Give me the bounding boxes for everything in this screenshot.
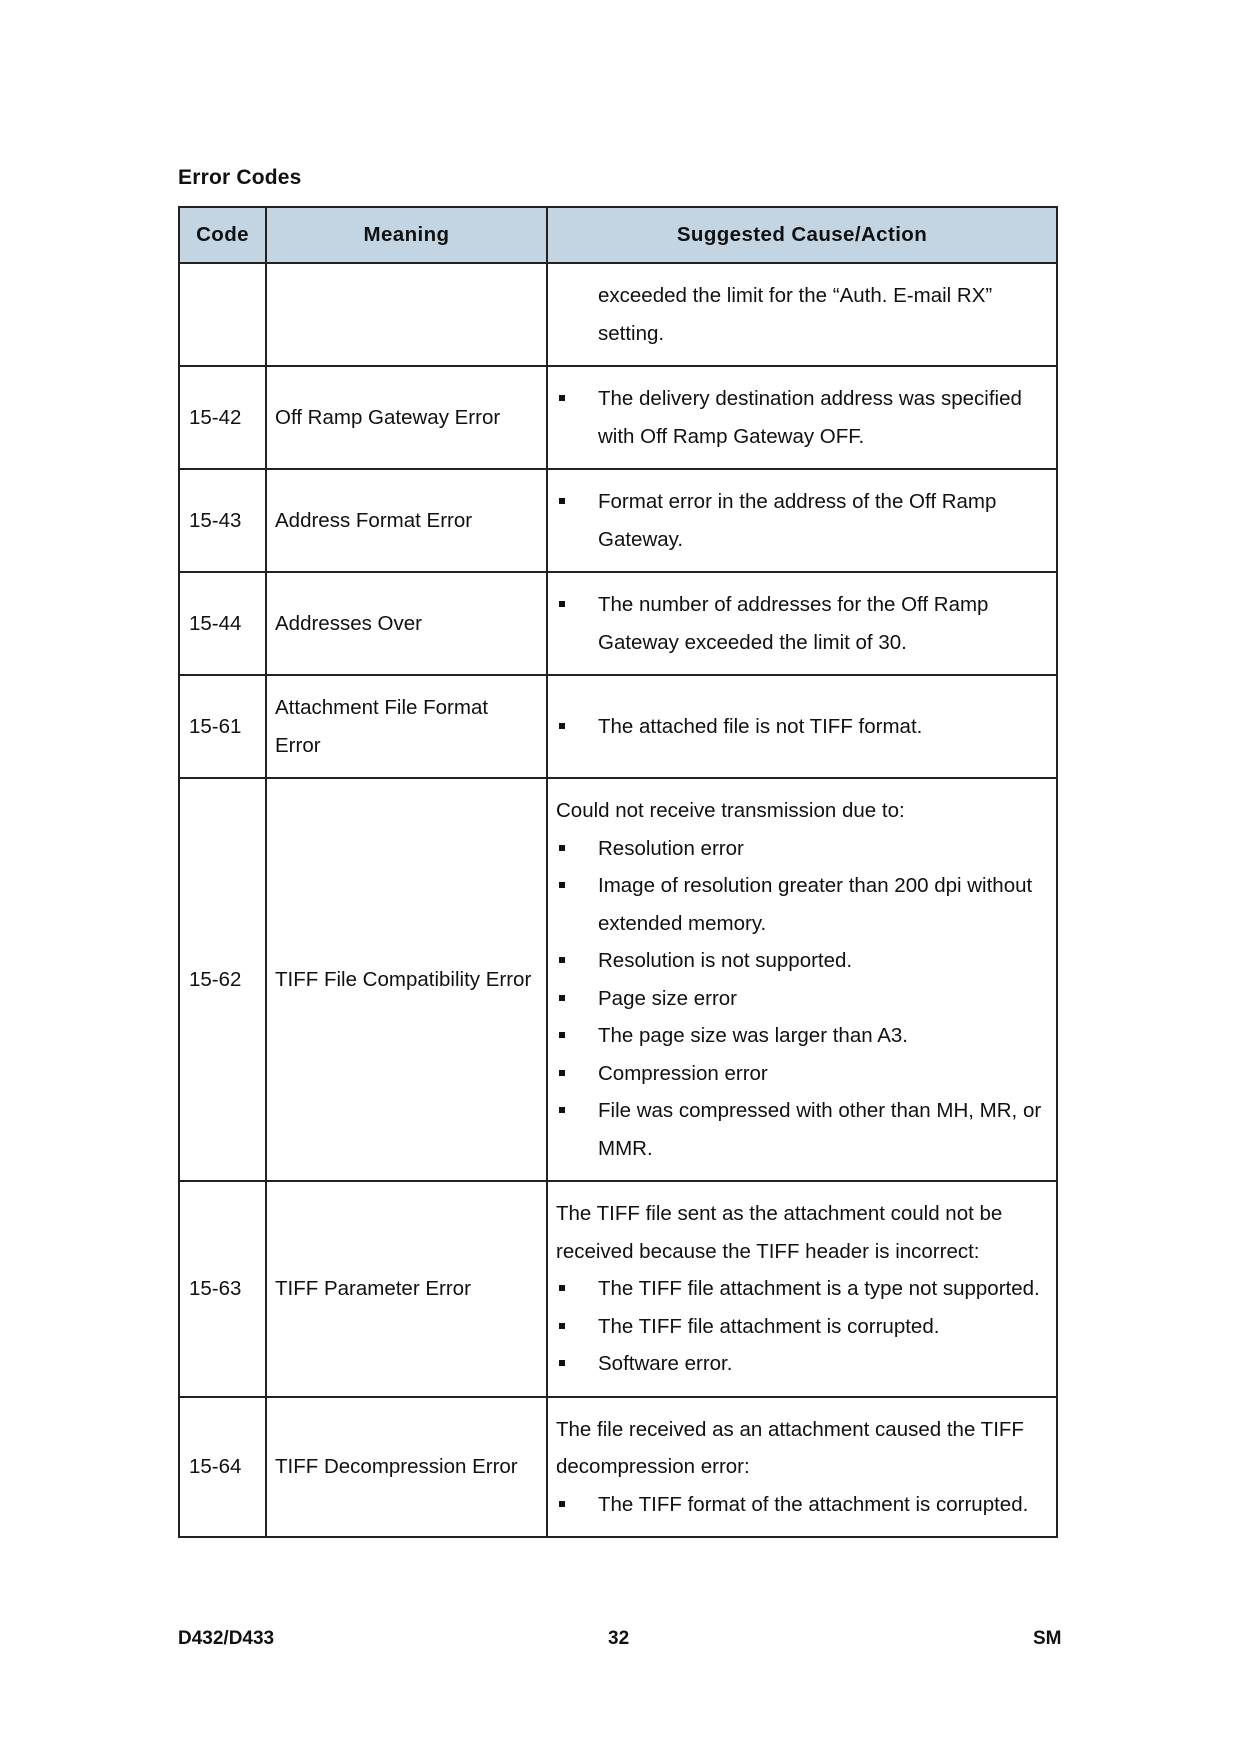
meaning-cell: Addresses Over bbox=[266, 572, 547, 675]
action-bullet-item: Compression error bbox=[556, 1055, 1048, 1093]
action-bullet-item: The page size was larger than A3. bbox=[556, 1017, 1048, 1055]
action-bullet-item: File was compressed with other than MH, MR, or MMR. bbox=[556, 1092, 1048, 1167]
action-bullet-item: Page size error bbox=[556, 980, 1048, 1018]
action-cell bbox=[547, 1397, 1057, 1538]
action-bullet-item: The TIFF file attachment is corrupted. bbox=[556, 1308, 1048, 1346]
action-intro: The file received as an attachment caused the TIFF decompression error: bbox=[556, 1417, 1024, 1478]
action-bullet-list bbox=[556, 586, 1048, 661]
meaning-cell: TIFF Parameter Error bbox=[266, 1181, 547, 1397]
section-title: Error Codes bbox=[178, 166, 302, 189]
action-cell bbox=[547, 778, 1057, 1181]
action-intro: Could not receive transmission due to: bbox=[556, 799, 905, 822]
table-row bbox=[179, 263, 1057, 366]
action-bullet-list bbox=[556, 1270, 1048, 1383]
action-bullet-list bbox=[556, 708, 1048, 746]
action-bullet-item: Software error. bbox=[556, 1345, 1048, 1383]
action-bullet-item: The delivery destination address was specified with Off Ramp Gateway OFF. bbox=[556, 380, 1048, 455]
action-cell bbox=[547, 263, 1057, 366]
error-code-cell: 15-62 bbox=[179, 778, 266, 1181]
action-bullet-item: The TIFF format of the attachment is corrupted. bbox=[556, 1486, 1048, 1524]
header-meaning: Meaning bbox=[266, 207, 547, 263]
error-code-cell: 15-44 bbox=[179, 572, 266, 675]
meaning-cell: TIFF Decompression Error bbox=[266, 1397, 547, 1538]
header-action: Suggested Cause/Action bbox=[547, 207, 1057, 263]
action-cell bbox=[547, 469, 1057, 572]
footer-page-number: 32 bbox=[608, 1628, 630, 1649]
action-bullet-item: Resolution error bbox=[556, 830, 1048, 868]
meaning-cell: TIFF File Compatibility Error bbox=[266, 778, 547, 1181]
action-cell bbox=[547, 1181, 1057, 1397]
error-code-cell: 15-42 bbox=[179, 366, 266, 469]
table-row bbox=[179, 572, 1057, 675]
table-row bbox=[179, 778, 1057, 1181]
error-code-cell: 15-43 bbox=[179, 469, 266, 572]
action-intro: The TIFF file sent as the attachment could not be received because the TIFF header is incorrect: bbox=[556, 1202, 1003, 1263]
action-cell bbox=[547, 572, 1057, 675]
error-codes-table bbox=[178, 206, 1058, 1538]
error-code-cell bbox=[179, 263, 266, 366]
action-bullet-list bbox=[556, 483, 1048, 558]
action-bullet-list bbox=[556, 380, 1048, 455]
action-bullet-list bbox=[556, 830, 1048, 1168]
table-header-row bbox=[179, 207, 1057, 263]
action-cell bbox=[547, 675, 1057, 778]
table-row bbox=[179, 366, 1057, 469]
header-code: Code bbox=[179, 207, 266, 263]
error-code-cell: 15-64 bbox=[179, 1397, 266, 1538]
error-code-cell: 15-63 bbox=[179, 1181, 266, 1397]
action-bullet-item: The attached file is not TIFF format. bbox=[556, 708, 1048, 746]
continued-text: exceeded the limit for the “Auth. E-mail RX” setting. bbox=[598, 284, 993, 345]
meaning-cell: Off Ramp Gateway Error bbox=[266, 366, 547, 469]
error-code-cell: 15-61 bbox=[179, 675, 266, 778]
action-cell bbox=[547, 366, 1057, 469]
meaning-cell: Attachment File Format Error bbox=[266, 675, 547, 778]
action-bullet-item: The TIFF file attachment is a type not supported. bbox=[556, 1270, 1048, 1308]
action-bullet-list bbox=[556, 1486, 1048, 1524]
table-row bbox=[179, 469, 1057, 572]
table-row bbox=[179, 1181, 1057, 1397]
footer-model: D432/D433 bbox=[178, 1628, 275, 1649]
meaning-cell bbox=[266, 263, 547, 366]
meaning-cell: Address Format Error bbox=[266, 469, 547, 572]
action-bullet-item: The number of addresses for the Off Ramp Gateway exceeded the limit of 30. bbox=[556, 586, 1048, 661]
action-bullet-item: Format error in the address of the Off Ramp Gateway. bbox=[556, 483, 1048, 558]
table-row bbox=[179, 1397, 1057, 1538]
action-bullet-item: Image of resolution greater than 200 dpi without extended memory. bbox=[556, 867, 1048, 942]
table-row bbox=[179, 675, 1057, 778]
action-bullet-item: Resolution is not supported. bbox=[556, 942, 1048, 980]
footer-section: SM bbox=[1033, 1628, 1062, 1649]
